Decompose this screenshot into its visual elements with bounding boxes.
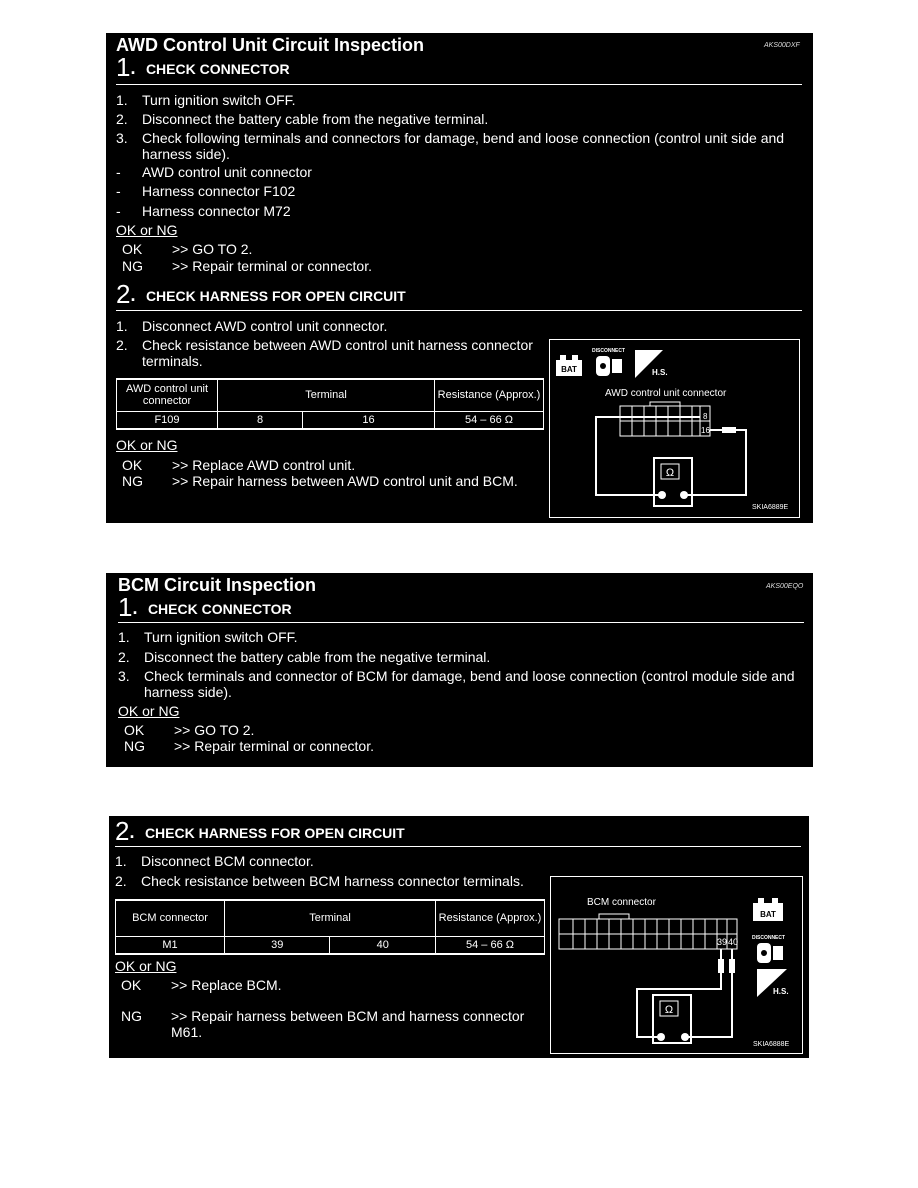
step-number: 1 — [116, 52, 131, 82]
svg-text:16: 16 — [701, 426, 710, 435]
resistance-cell: 54 – 66 Ω — [435, 411, 544, 429]
connector-icon — [620, 402, 710, 436]
step-label: CHECK CONNECTOR — [145, 61, 290, 77]
svg-text:H.S.: H.S. — [773, 987, 789, 996]
resistance-cell: 54 – 66 Ω — [436, 936, 545, 954]
bcm-step1-heading: 1. CHECK CONNECTOR — [118, 592, 292, 622]
col-header-terminal: Terminal — [218, 379, 435, 411]
step-number: 1 — [118, 592, 133, 622]
svg-text:39: 39 — [717, 937, 728, 947]
result-ng: NG >> Repair harness between BCM and harness connector M61. — [121, 1008, 525, 1040]
harness-side-icon — [757, 969, 789, 997]
svg-text:DISCONNECT: DISCONNECT — [752, 935, 786, 941]
connector-label: BCM connector — [587, 897, 656, 908]
bcm-step2-heading: 2. CHECK HARNESS FOR OPEN CIRCUIT — [115, 816, 405, 846]
ok-or-ng-heading: OK or NG — [116, 222, 178, 238]
col-header-connector: AWD control unit connector — [117, 379, 218, 411]
svg-text:8: 8 — [703, 412, 708, 421]
svg-text:DISCONNECT: DISCONNECT — [592, 348, 626, 354]
bcm-connector-diagram — [550, 876, 803, 1054]
battery-icon — [556, 355, 582, 376]
ohmmeter-icon — [653, 995, 691, 1043]
svg-text:Ω: Ω — [664, 1004, 674, 1016]
harness-side-icon — [635, 350, 668, 378]
disconnect-icon — [592, 348, 625, 376]
awd-step1-heading: 1. CHECK CONNECTOR — [116, 52, 290, 82]
step-label: CHECK HARNESS FOR OPEN CIRCUIT — [145, 288, 406, 304]
list-item: 2. Check resistance between AWD control unit harness connector terminals. — [116, 337, 533, 369]
awd-reference-code: AKS00DXF — [764, 42, 800, 49]
bcm-step2-panel: 2. CHECK HARNESS FOR OPEN CIRCUIT 1. Disconnect BCM connector. 2. Check resistance between BCM harness connector terminals. BCM connector Terminal Resistance (Approx.) M1 39 40 54 – 66 Ω OK or NG OK >> Replace BCM. NG >> Repair harness between BCM and harness connector M61. BCM connector 39 40 Ω BAT DISCONNECT H.S. SKIA6888E — [109, 816, 809, 1058]
awd-connector-diagram — [549, 339, 800, 518]
bcm-panel-title: BCM Circuit Inspection — [118, 575, 317, 595]
step-number: 2 — [116, 279, 131, 309]
list-item: 3. Check terminals and connector of BCM for damage, bend and loose connection (control module side and harness side). — [118, 668, 795, 700]
battery-icon — [753, 898, 783, 921]
figure-code: SKIA6888E — [753, 1041, 790, 1048]
awd-inspection-panel: AWD Control Unit Circuit Inspection AKS00DXF 1. CHECK CONNECTOR 1. Turn ignition switch OFF. 2. Disconnect the battery cable from the negative terminal. 3. Check following terminals and connectors for damage, bend and loose connection (control unit side and harness side). - AWD control unit connector - Harness connector F102 - Harness connector M72 OK or NG OK >> GO TO 2. NG >> Repair terminal or connector. 2. CHECK HARNESS FOR OPEN CIRCUIT 1. Disconnect AWD control unit connector. 2. Check resistance between AWD control unit harness connector terminals. AWD control unit connector Terminal Resistance (Approx.) F109 8 16 54 – 66 Ω OK or NG OK >> Replace AWD control unit. NG >> Repair harness between AWD control unit and BCM. BAT DISCONNECT H.S. AWD control unit connector 8 16 Ω SKIA6889E — [106, 33, 813, 523]
divider — [116, 84, 802, 85]
svg-text:BAT: BAT — [760, 910, 776, 919]
terminal-cell: 16 — [303, 411, 435, 429]
terminal-cell: 8 — [218, 411, 303, 429]
terminal-cell: 40 — [330, 936, 436, 954]
ok-or-ng-heading: OK or NG — [115, 958, 177, 974]
connector-icon — [559, 914, 738, 949]
disconnect-icon — [752, 935, 785, 963]
probe-wires — [596, 417, 746, 495]
resistance-table — [115, 899, 545, 955]
divider — [116, 310, 802, 311]
col-header-terminal: Terminal — [225, 900, 436, 936]
divider — [115, 846, 801, 847]
list-item: 3. Check following terminals and connectors for damage, bend and loose connection (control unit side and harness side). — [116, 130, 785, 162]
resistance-table — [116, 378, 544, 430]
bcm-inspection-panel: BCM Circuit Inspection AKS00EQO 1. CHECK CONNECTOR 1. Turn ignition switch OFF. 2. Disconnect the battery cable from the negative terminal. 3. Check terminals and connector of BCM for damage, bend and loose connection (control module side and harness side). OK or NG OK >> GO TO 2. NG >> Repair terminal or connector. — [106, 573, 813, 767]
diagram-drawing — [551, 877, 802, 1053]
divider — [118, 622, 804, 623]
awd-step2-heading: 2. CHECK HARNESS FOR OPEN CIRCUIT — [116, 279, 406, 309]
svg-text:BAT: BAT — [561, 365, 577, 374]
step-number: 2 — [115, 816, 130, 846]
svg-text:Ω: Ω — [665, 467, 675, 479]
bcm-reference-code: AKS00EQO — [766, 583, 804, 590]
diagram-drawing — [550, 340, 799, 517]
awd-panel-title: AWD Control Unit Circuit Inspection — [116, 35, 424, 55]
col-header-resistance: Resistance (Approx.) — [436, 900, 545, 936]
svg-text:40: 40 — [728, 937, 739, 947]
figure-code: SKIA6889E — [752, 504, 789, 511]
col-header-connector: BCM connector — [116, 900, 225, 936]
terminal-cell: 39 — [225, 936, 330, 954]
step-label: CHECK HARNESS FOR OPEN CIRCUIT — [144, 825, 405, 841]
connector-label: AWD control unit connector — [605, 388, 727, 399]
col-header-resistance: Resistance (Approx.) — [435, 379, 544, 411]
ohmmeter-icon — [654, 458, 692, 506]
step-label: CHECK CONNECTOR — [147, 601, 292, 617]
connector-cell: F109 — [117, 411, 218, 429]
ok-or-ng-heading: OK or NG — [118, 703, 180, 719]
connector-cell: M1 — [116, 936, 225, 954]
probe-wires — [637, 949, 735, 1037]
svg-text:H.S.: H.S. — [652, 368, 668, 377]
ok-or-ng-heading: OK or NG — [116, 437, 178, 453]
